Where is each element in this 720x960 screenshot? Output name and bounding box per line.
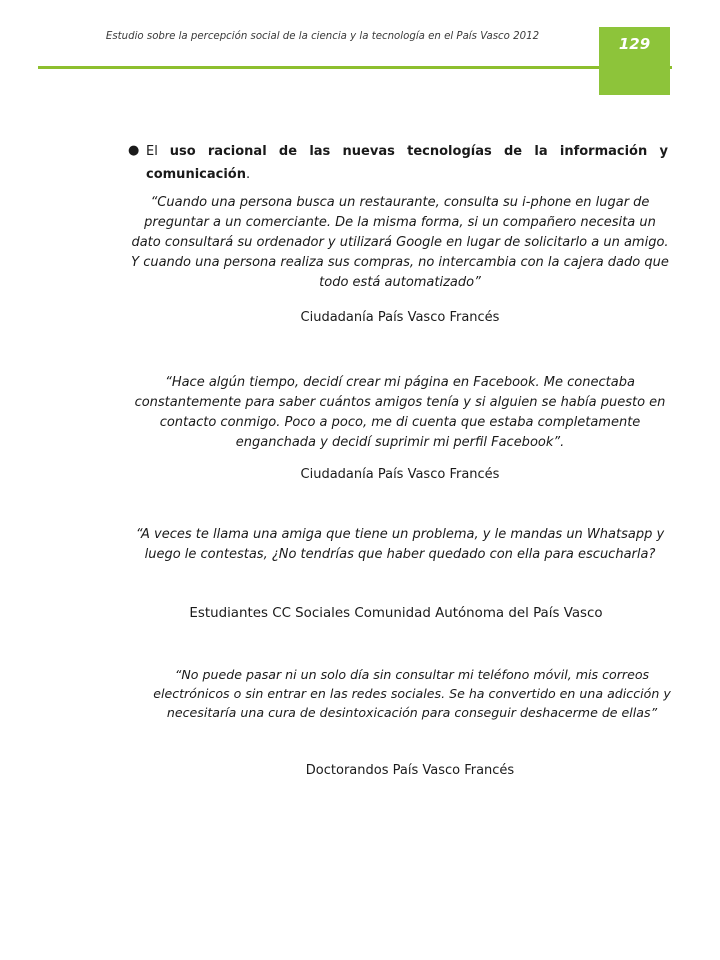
header-divider bbox=[38, 66, 672, 69]
quote-4-attribution: Doctorandos País Vasco Francés bbox=[305, 763, 515, 778]
quote-4-text: “No puede pasar ni un solo día sin consultar mi teléfono móvil, mis correos electrónicos o sin entrar en las redes sociales. Se ha convertido en una adicción y necesitaría una cura de desintoxicación para conseguir deshacerme de ellas” bbox=[153, 667, 671, 720]
quote-1-text: “Cuando una persona busca un restaurante, consulta su i-phone en lugar de preguntar a un comerciante. De la misma forma, si un compañero necesita un dato consultará su ordenador y utilizará Google en lugar de solicitarlo a un amigo. Y cuando una persona realiza sus compras, no intercambia con la cajera dado que todo está automatizado” bbox=[131, 195, 669, 290]
bullet-text bbox=[146, 140, 668, 186]
page-number-badge bbox=[599, 27, 670, 95]
bullet-dot-icon: ● bbox=[128, 143, 140, 158]
running-header-title: Estudio sobre la percepción social de la ciencia y la tecnología en el País Vasco 2012 bbox=[105, 31, 540, 42]
quote-2-attribution: Ciudadanía País Vasco Francés bbox=[300, 467, 500, 482]
bullet-item bbox=[128, 140, 668, 186]
quote-3-text: “A veces te llama una amiga que tiene un problema, y le mandas un Whatsapp y luego le contestas, ¿No tendrías que haber quedado con ella para escucharla? bbox=[135, 527, 665, 562]
bullet-bold-text: uso racional de las nuevas tecnologías de la información y comunicación bbox=[146, 144, 668, 182]
quote-2-text: “Hace algún tiempo, decidí crear mi página en Facebook. Me conectaba constantemente para saber cuántos amigos tenía y si alguien se había puesto en contacto conmigo. Poco a poco, me di cuenta que estaba completamente enganchada y decidí suprimir mi perfil Facebook”. bbox=[134, 375, 666, 450]
page-number: 129 bbox=[618, 35, 651, 53]
bullet-suffix: . bbox=[245, 167, 251, 182]
quote-3-attribution: Estudiantes CC Sociales Comunidad Autónoma del País Vasco bbox=[189, 606, 603, 621]
bullet-prefix: El bbox=[146, 144, 170, 159]
quote-1-attribution: Ciudadanía País Vasco Francés bbox=[300, 310, 500, 325]
